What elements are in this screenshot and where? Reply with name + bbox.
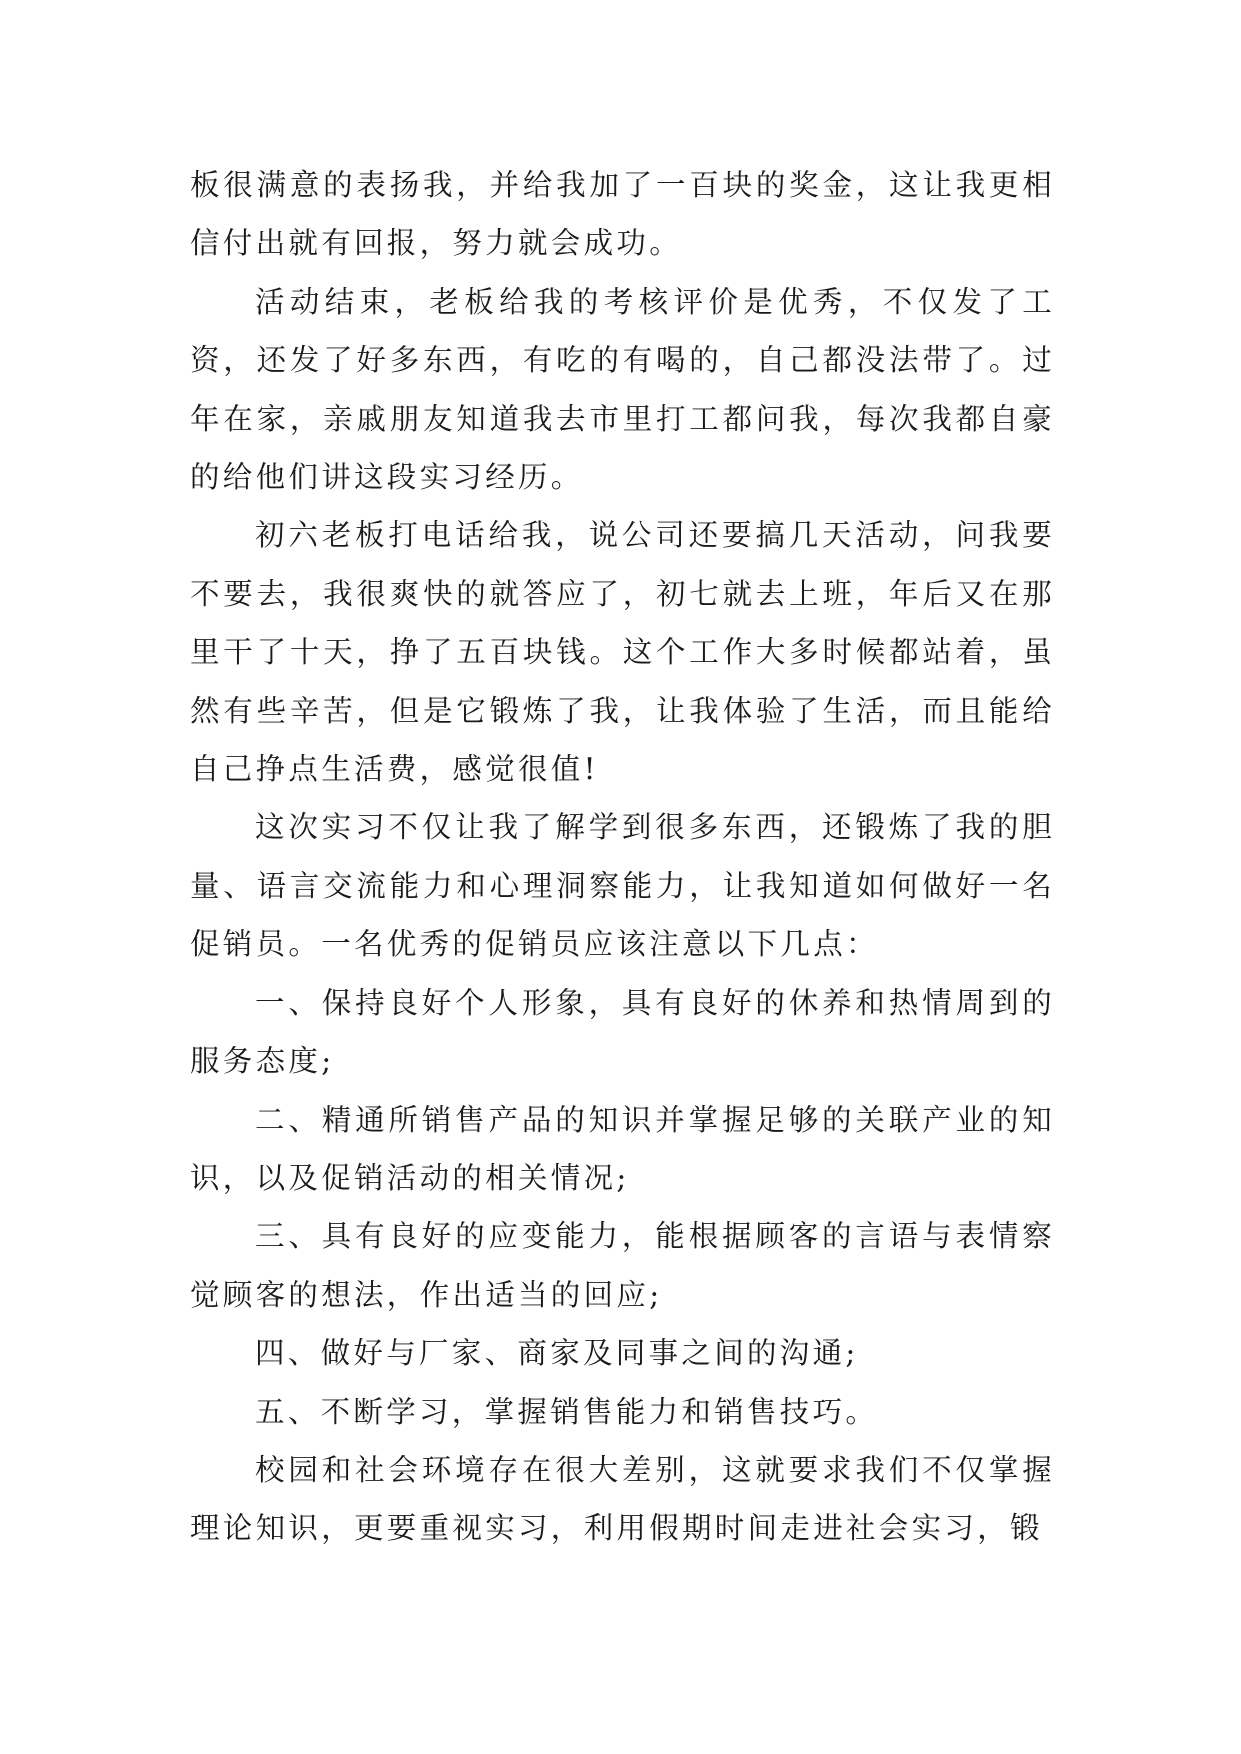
list-item: 三、具有良好的应变能力，能根据顾客的言语与表情察觉顾客的想法，作出适当的回应; bbox=[190, 1219, 1055, 1312]
list-item: 一、保持良好个人形象，具有良好的休养和热情周到的服务态度; bbox=[190, 985, 1055, 1079]
list-item: 五、不断学习，掌握销售能力和销售技巧。 bbox=[255, 1394, 879, 1429]
paragraph: 板很满意的表扬我，并给我加了一百块的奖金，这让我更相信付出就有回报，努力就会成功。 bbox=[190, 168, 1055, 261]
paragraph: 活动结束，老板给我的考核评价是优秀，不仅发了工资，还发了好多东西，有吃的有喝的，自己都没法带了。过年在家，亲戚朋友知道我去市里打工都问我，每次我都自豪的给他们讲这段实习经历。 bbox=[190, 284, 1055, 495]
paragraph: 初六老板打电话给我，说公司还要搞几天活动，问我要不要去，我很爽快的就答应了，初七就去上班，年后又在那里干了十天，挣了五百块钱。这个工作大多时候都站着，虽然有些辛苦，但是它锻炼了我，让我体验了生活，而且能给自己挣点生活费，感觉很值! bbox=[190, 518, 1055, 787]
list-item: 四、做好与厂家、商家及同事之间的沟通; bbox=[255, 1336, 859, 1371]
document-body bbox=[190, 156, 1055, 1558]
paragraph: 这次实习不仅让我了解学到很多东西，还锻炼了我的胆量、语言交流能力和心理洞察能力，让我知道如何做好一名促销员。一名优秀的促销员应该注意以下几点： bbox=[190, 810, 1055, 962]
paragraph: 校园和社会环境存在很大差别，这就要求我们不仅掌握理论知识，更要重视实习，利用假期时间走进社会实习，锻 bbox=[190, 1452, 1055, 1546]
list-item: 二、精通所销售产品的知识并掌握足够的关联产业的知识，以及促销活动的相关情况; bbox=[190, 1102, 1055, 1195]
